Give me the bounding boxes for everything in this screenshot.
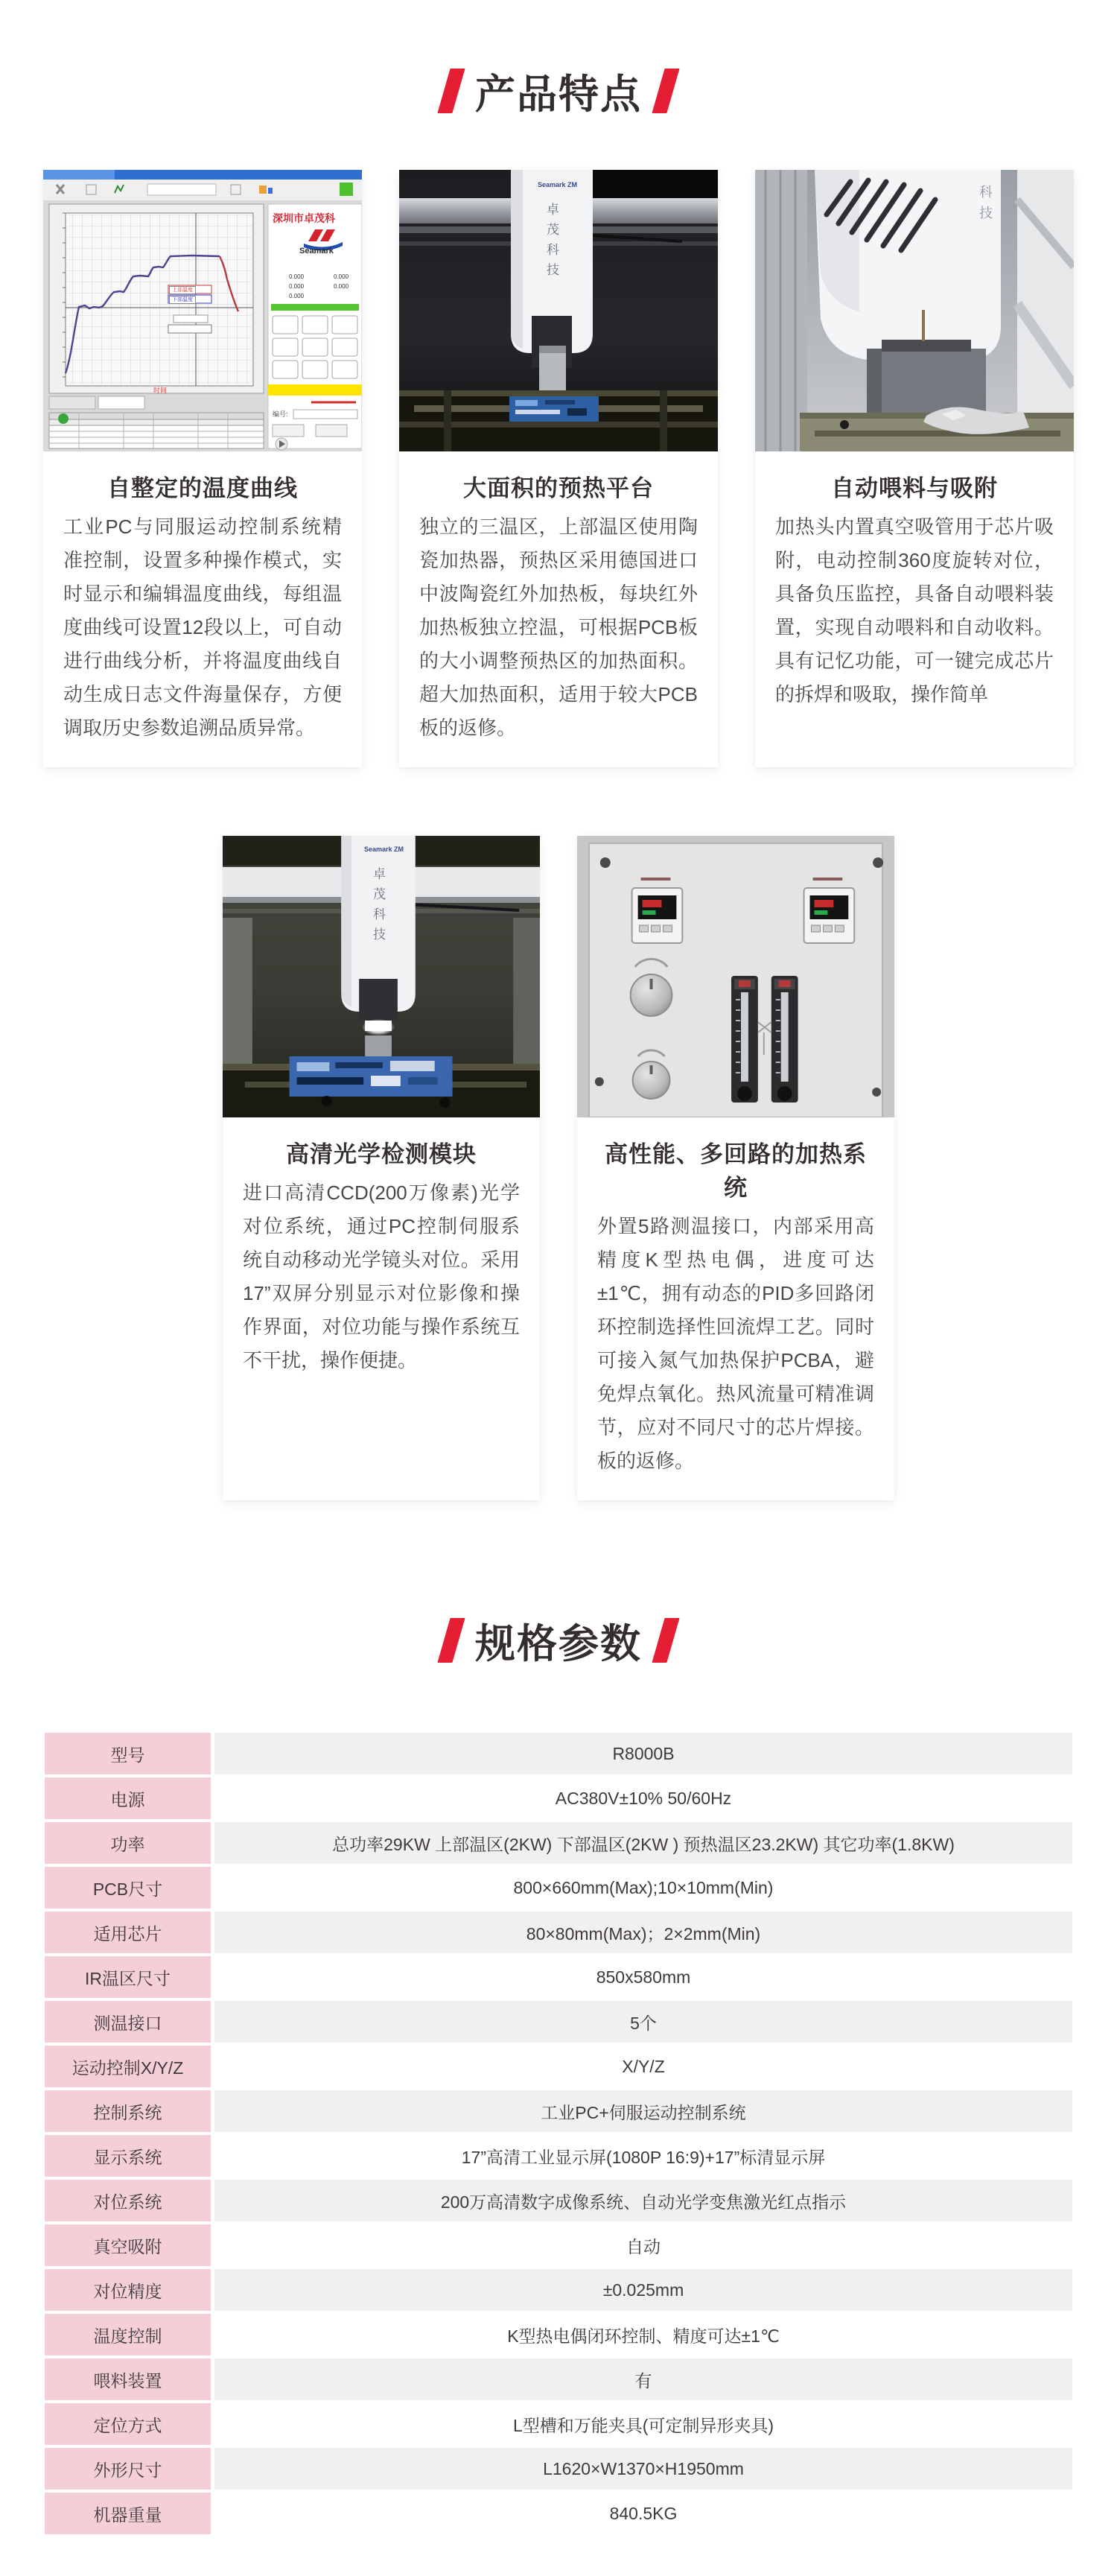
machine-photo-drawing	[399, 170, 718, 451]
feature-card-title: 高清光学检测模块	[286, 1141, 477, 1167]
spec-label: 真空吸附	[45, 2224, 211, 2266]
vented-head-machine-photo	[755, 170, 1074, 451]
feature-card-heating-system	[577, 836, 894, 1500]
spec-value: ±0.025mm	[214, 2269, 1072, 2311]
feature-card-title: 自动喂料与吸附	[831, 475, 998, 501]
spec-table	[45, 1733, 1072, 2576]
software-readout: 0.000	[289, 283, 305, 290]
spec-label: 功率	[45, 1822, 211, 1864]
spec-label: 电源	[45, 1777, 211, 1819]
feature-cards-row-2	[223, 836, 894, 1500]
spec-row-power	[45, 1822, 1072, 1864]
spec-value: 5个	[214, 2001, 1072, 2043]
spec-row-power-supply	[45, 1777, 1072, 1819]
spec-label: 对位系统	[45, 2180, 211, 2221]
software-company-text: 深圳市卓茂科	[273, 212, 335, 224]
spec-value: 800×660mm(Max);10×10mm(Min)	[214, 1867, 1072, 1909]
features-title-text: 产品特点	[475, 72, 642, 117]
spec-row-alignment-precision	[45, 2269, 1072, 2311]
spec-label: 对位精度	[45, 2269, 211, 2311]
machine-head-over-pcb-photo	[399, 170, 718, 451]
specs-section-title	[0, 1612, 1117, 1669]
feature-card-body: 进口高清CCD(200万像素)光学对位系统，通过PC控制伺服系统自动移动光学镜头对位。采用17”双屏分别显示对位影像和操作界面，对位功能与操作系统互不干扰，操作便捷。	[243, 1181, 520, 1371]
head-brand-logo-text: Seamark ZM	[538, 181, 578, 188]
software-readout: 0.000	[289, 293, 305, 299]
head-brand-logo-text: Seamark ZM	[364, 846, 404, 853]
spec-label: 测温接口	[45, 2001, 211, 2043]
feature-card-preheat-platform	[399, 170, 718, 767]
feature-card-panel	[43, 451, 362, 767]
spec-row-vacuum	[45, 2224, 1072, 2266]
software-readout: 0.000	[334, 283, 349, 290]
spec-row-ir-zone-size	[45, 1956, 1072, 1998]
spec-value: 有	[214, 2358, 1072, 2400]
feature-card-auto-feed	[755, 170, 1074, 767]
feature-card-panel	[223, 1117, 540, 1500]
features-section-title	[0, 63, 1117, 119]
red-slash-icon	[652, 69, 679, 113]
spec-row-display-system	[45, 2135, 1072, 2177]
feature-card-body: 外置5路测温接口，内部采用高精度K型热电偶，进度可达±1℃，拥有动态的PID多回路闭环控制选择性回流焊工艺。同时可接入氮气加热保护PCBA，避免焊点氧化。热风流量可精准调节，应对不同尺寸的芯片焊接。板的返修。	[597, 1215, 874, 1472]
spec-label: 适用芯片	[45, 1912, 211, 1953]
heating-control-panel-photo	[577, 836, 894, 1117]
feature-card-title: 大面积的预热平台	[463, 475, 654, 501]
spec-value: 840.5KG	[214, 2493, 1072, 2534]
spec-row-model	[45, 1733, 1072, 1774]
spec-value: 自动	[214, 2224, 1072, 2266]
spec-label: IR温区尺寸	[45, 1956, 211, 1998]
machine-photo-drawing	[755, 170, 1074, 451]
feature-card-body: 独立的三温区，上部温区使用陶瓷加热器，预热区采用德国进口中波陶瓷红外加热板，每块红外加热板独立控温，可根据PCB板的大小调整预热区的加热面积。超大加热面积，适用于较大PCB板的返修。	[419, 515, 698, 739]
red-slash-icon	[437, 69, 465, 113]
optical-head-over-motherboard-photo	[223, 836, 540, 1117]
spec-value: L型槽和万能夹具(可定制异形夹具)	[214, 2403, 1072, 2445]
spec-row-alignment-system	[45, 2180, 1072, 2221]
software-legend-lower: 下部温度	[169, 296, 196, 304]
spec-row-feeder	[45, 2358, 1072, 2400]
spec-value: 17”高清工业显示屏(1080P 16:9)+17”标清显示屏	[214, 2135, 1072, 2177]
spec-label: 显示系统	[45, 2135, 211, 2177]
spec-row-temp-ports	[45, 2001, 1072, 2043]
spec-value: 工业PC+伺服运动控制系统	[214, 2090, 1072, 2132]
feature-card-title: 自整定的温度曲线	[107, 475, 298, 501]
feature-card-panel	[399, 451, 718, 767]
spec-row-weight	[45, 2493, 1072, 2534]
spec-label: 外形尺寸	[45, 2448, 211, 2490]
software-number-field-label: 编号:	[273, 410, 288, 418]
spec-label: 定位方式	[45, 2403, 211, 2445]
software-brand-text: Seamark	[299, 247, 334, 256]
red-slash-icon	[652, 1618, 679, 1663]
feature-card-title: 高性能、多回路的加热系统	[605, 1141, 867, 1201]
feature-cards-row-1	[43, 170, 1074, 767]
red-slash-icon	[437, 1618, 465, 1663]
spec-row-control-system	[45, 2090, 1072, 2132]
spec-label: 控制系统	[45, 2090, 211, 2132]
software-legend-upper: 上部温度	[169, 286, 196, 294]
spec-label: PCB尺寸	[45, 1867, 211, 1909]
spec-value: X/Y/Z	[214, 2046, 1072, 2087]
spec-value: 850x580mm	[214, 1956, 1072, 1998]
software-time-axis-label: 时间	[153, 387, 168, 394]
head-vertical-brand-text: 卓茂科技	[544, 203, 558, 283]
spec-row-positioning	[45, 2403, 1072, 2445]
spec-value: K型热电偶闭环控制、精度可达±1℃	[214, 2314, 1072, 2355]
feature-card-body: 加热头内置真空吸管用于芯片吸附，电动控制360度旋转对位，具备负压监控，具备自动喂料装置，实现自动喂料和自动收料。具有记忆功能，可一键完成芯片的拆焊和吸取，操作简单	[775, 515, 1054, 705]
feature-card-panel	[755, 451, 1074, 767]
spec-value: AC380V±10% 50/60Hz	[214, 1777, 1072, 1819]
head-vertical-brand-text: 卓茂科技	[371, 867, 385, 948]
spec-row-dimensions	[45, 2448, 1072, 2490]
spec-label: 喂料装置	[45, 2358, 211, 2400]
spec-label: 运动控制X/Y/Z	[45, 2046, 211, 2087]
software-readout: 0.000	[289, 273, 305, 280]
specs-title-text: 规格参数	[475, 1621, 642, 1666]
spec-label: 温度控制	[45, 2314, 211, 2355]
control-panel-drawing	[577, 836, 894, 1117]
temperature-software-screenshot	[43, 170, 362, 451]
feature-card-body: 工业PC与同服运动控制系统精准控制，设置多种操作模式，实时显示和编辑温度曲线，每组温度曲线可设置12段以上，可自动进行曲线分析，并将温度曲线自动生成日志文件海量保存，方便调取历史参数追溯品质异常。	[63, 515, 342, 739]
spec-label: 机器重量	[45, 2493, 211, 2534]
spec-value: 200万高清数字成像系统、自动光学变焦激光红点指示	[214, 2180, 1072, 2221]
spec-row-pcb-size	[45, 1867, 1072, 1909]
spec-row-motion-control	[45, 2046, 1072, 2087]
spec-row-temp-control	[45, 2314, 1072, 2355]
spec-row-chip-size	[45, 1912, 1072, 1953]
spec-value: L1620×W1370×H1950mm	[214, 2448, 1072, 2490]
spec-value: R8000B	[214, 1733, 1072, 1774]
spec-value: 80×80mm(Max)；2×2mm(Min)	[214, 1912, 1072, 1953]
feature-card-optical-module	[223, 836, 540, 1500]
feature-card-temperature-curve	[43, 170, 362, 767]
head-vertical-brand-text: 科技	[978, 185, 993, 226]
spec-label: 型号	[45, 1733, 211, 1774]
software-readout: 0.000	[334, 273, 349, 280]
spec-value: 总功率29KW 上部温区(2KW) 下部温区(2KW ) 预热温区23.2KW) 其它功率(1.8KW)	[214, 1822, 1072, 1864]
feature-card-panel	[577, 1117, 894, 1500]
